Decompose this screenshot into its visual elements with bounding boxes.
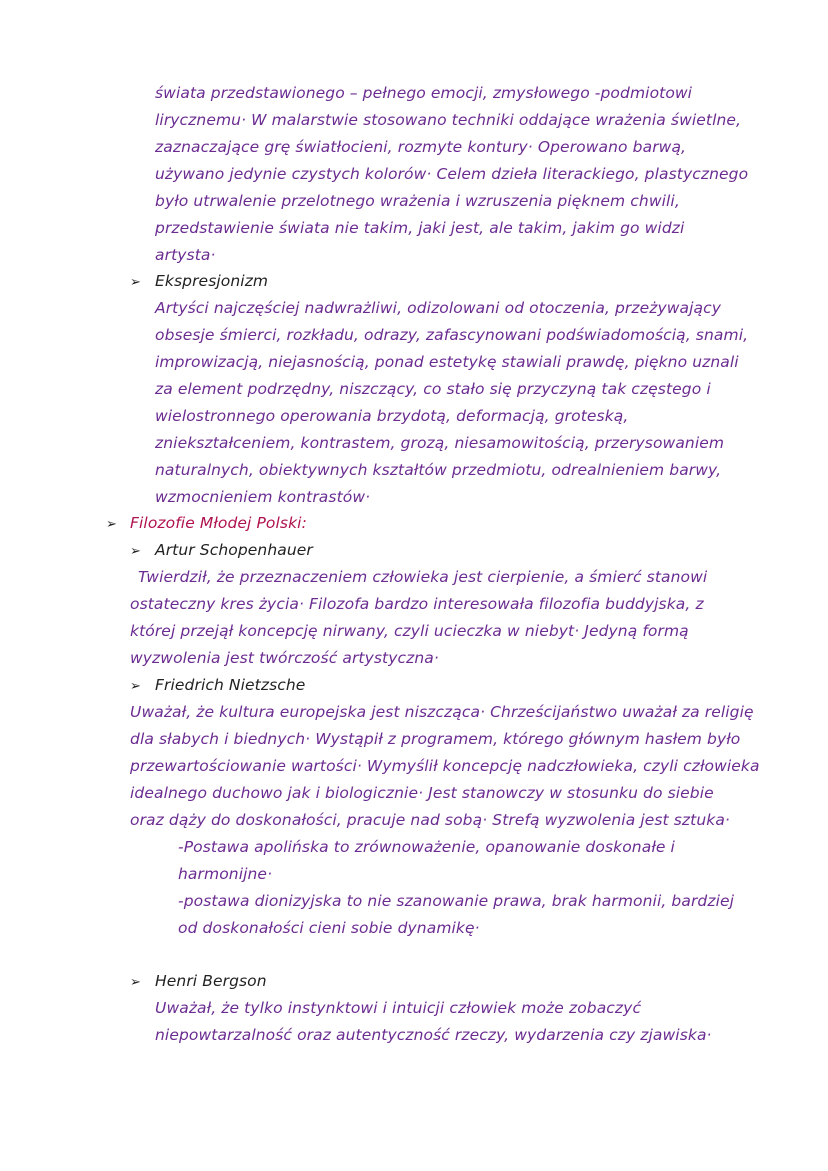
text-line: zniekształceniem, kontrastem, grozą, niesamowitością, przerysowaniem [155, 434, 725, 452]
text-line: oraz dąży do doskonałości, pracuje nad sobą· Strefą wyzwolenia jest sztuka· [130, 811, 730, 829]
text-line: dla słabych i biednych· Wystąpił z programem, którego głównym hasłem było [130, 730, 741, 748]
schopenhauer-heading: Artur Schopenhauer [155, 541, 313, 559]
text-line: naturalnych, obiektywnych kształtów przedmiotu, odrealnieniem barwy, [155, 461, 722, 479]
text-line: niepowtarzalność oraz autentyczność rzeczy, wydarzenia czy zjawiska· [155, 1026, 712, 1044]
text-line: wyzwolenia jest twórczość artystyczna· [130, 649, 439, 667]
text-line: której przejął koncepcję nirwany, czyli ucieczka w niebyt· Jedyną formą [130, 622, 689, 640]
text-line: świata przedstawionego – pełnego emocji, zmysłowego -podmiotowi [155, 84, 693, 102]
text-line: -Postawa apolińska to zrównoważenie, opanowanie doskonałe i [178, 838, 675, 856]
bergson-heading: Henri Bergson [155, 972, 267, 990]
text-line: Uważał, że kultura europejska jest niszcząca· Chrześcijaństwo uważał za religię [130, 703, 754, 721]
expressionism-heading: Ekspresjonizm [155, 272, 269, 290]
nietzsche-heading: Friedrich Nietzsche [155, 676, 306, 694]
text-line: Artyści najczęściej nadwrażliwi, odizolowani od otoczenia, przeżywający [155, 299, 722, 317]
text-line: za element podrzędny, niszczący, co stało się przyczyną tak częstego i [155, 380, 711, 398]
bullet-arrow-icon: ➢ [106, 517, 117, 532]
text-line: improwizacją, niejasnością, ponad estetykę stawiali prawdę, piękno uznali [155, 353, 739, 371]
text-line: było utrwalenie przelotnego wrażenia i wzruszenia pięknem chwili, [155, 192, 680, 210]
text-line: Uważał, że tylko instynktowi i intuicji człowiek może zobaczyć [155, 999, 642, 1017]
philosophies-heading: Filozofie Młodej Polski: [130, 514, 307, 532]
bullet-arrow-icon: ➢ [130, 679, 141, 694]
text-line: zaznaczające grę światłocieni, rozmyte kontury· Operowano barwą, [155, 138, 687, 156]
text-line: przewartościowanie wartości· Wymyślił koncepcję nadczłowieka, czyli człowieka [130, 757, 760, 775]
text-line: -postawa dionizyjska to nie szanowanie prawa, brak harmonii, bardziej [178, 892, 735, 910]
text-line: harmonijne· [178, 865, 273, 883]
bullet-arrow-icon: ➢ [130, 275, 141, 290]
text-line: ostateczny kres życia· Filozofa bardzo interesowała filozofia buddyjska, z [130, 595, 704, 613]
bullet-arrow-icon: ➢ [130, 975, 141, 990]
text-line: idealnego duchowo jak i biologicznie· Jest stanowczy w stosunku do siebie [130, 784, 714, 802]
bullet-arrow-icon: ➢ [130, 544, 141, 559]
text-line: używano jedynie czystych kolorów· Celem dzieła literackiego, plastycznego [155, 165, 749, 183]
text-line: przedstawienie świata nie takim, jaki jest, ale takim, jakim go widzi [155, 219, 685, 237]
text-line: wielostronnego operowania brzydotą, deformacją, groteską, [155, 407, 629, 425]
text-line: obsesje śmierci, rozkładu, odrazy, zafascynowani podświadomością, snami, [155, 326, 749, 344]
text-line: artysta· [155, 246, 216, 264]
text-line: lirycznemu· W malarstwie stosowano techniki oddające wrażenia świetlne, [155, 111, 742, 129]
text-line: wzmocnieniem kontrastów· [155, 488, 371, 506]
text-line: Twierdził, że przeznaczeniem człowieka jest cierpienie, a śmierć stanowi [138, 568, 708, 586]
text-line: od doskonałości cieni sobie dynamikę· [178, 919, 480, 937]
